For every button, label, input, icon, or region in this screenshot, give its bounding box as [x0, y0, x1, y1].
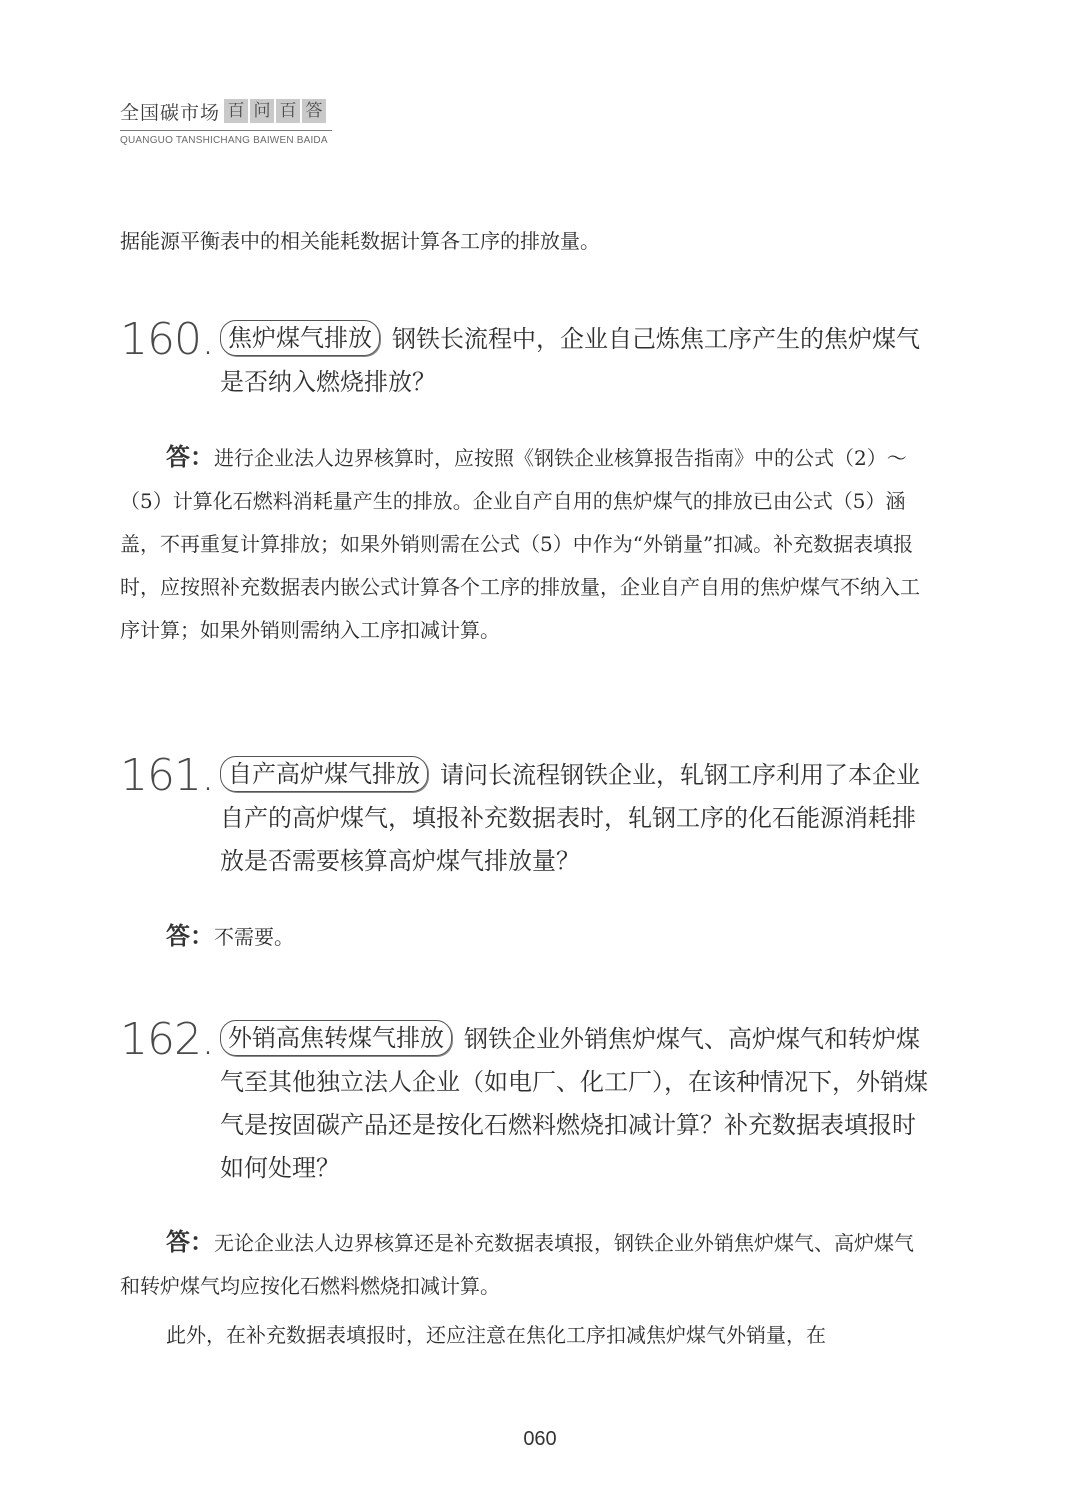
answer-label: 答：	[166, 922, 214, 950]
answer-label: 答：	[166, 443, 214, 471]
intro-paragraph: 据能源平衡表中的相关能耗数据计算各工序的排放量。	[120, 229, 600, 253]
question-161	[120, 750, 932, 883]
question-number: 161.	[120, 750, 214, 801]
question-body: 钢铁长流程中，企业自己炼焦工序产生的焦炉煤气是否纳入燃烧排放？	[220, 325, 920, 396]
answer-160	[120, 436, 932, 652]
question-text	[220, 1018, 932, 1190]
answer-label: 答：	[166, 1228, 214, 1256]
question-number: 162.	[120, 1014, 214, 1065]
header-subtitle: QUANGUO TANSHICHANG BAIWEN BAIDA	[120, 135, 328, 146]
answer-162	[120, 1221, 932, 1308]
answer-body: 无论企业法人边界核算还是补充数据表填报，钢铁企业外销焦炉煤气、高炉煤气和转炉煤气均应按化石燃料燃烧扣减计算。	[120, 1231, 914, 1298]
question-text	[220, 754, 932, 883]
answer-162-continuation: 此外，在补充数据表填报时，还应注意在焦化工序扣减焦炉煤气外销量，在	[166, 1323, 826, 1347]
header-title: 全国碳市场	[120, 101, 221, 124]
header-box-4: 答	[302, 99, 326, 123]
topic-tag: 自产高炉煤气排放	[220, 756, 428, 792]
question-body: 请问长流程钢铁企业，轧钢工序利用了本企业自产的高炉煤气，填报补充数据表时，轧钢工序的化石能源消耗排放是否需要核算高炉煤气排放量？	[220, 761, 920, 875]
header-rule	[120, 130, 332, 131]
question-text	[220, 318, 932, 404]
header-box-1: 百	[224, 99, 248, 123]
question-body: 钢铁企业外销焦炉煤气、高炉煤气和转炉煤气至其他独立法人企业（如电厂、化工厂），在该种情况下，外销煤气是按固碳产品还是按化石燃料燃烧扣减计算？补充数据表填报时如何处理？	[220, 1025, 928, 1182]
header-box-3: 百	[276, 99, 300, 123]
header-box-2: 问	[250, 99, 274, 123]
topic-tag: 外销高焦转煤气排放	[220, 1020, 452, 1056]
page-number: 060	[523, 1428, 557, 1450]
question-160	[120, 314, 932, 404]
question-162	[120, 1014, 932, 1190]
topic-tag: 焦炉煤气排放	[220, 320, 380, 356]
running-header	[120, 96, 335, 146]
question-number: 160.	[120, 314, 214, 365]
header-boxes	[222, 99, 326, 123]
answer-161	[120, 915, 932, 959]
answer-body: 不需要。	[214, 925, 294, 949]
answer-body: 进行企业法人边界核算时，应按照《钢铁企业核算报告指南》中的公式（2）～（5）计算化石燃料消耗量产生的排放。企业自产自用的焦炉煤气的排放已由公式（5）涵盖，不再重复计算排放；如果外销则需在公式（5）中作为“外销量”扣减。补充数据表填报时，应按照补充数据表内嵌公式计算各个工序的排放量，企业自产自用的焦炉煤气不纳入工序计算；如果外销则需纳入工序扣减计算。	[120, 446, 920, 642]
